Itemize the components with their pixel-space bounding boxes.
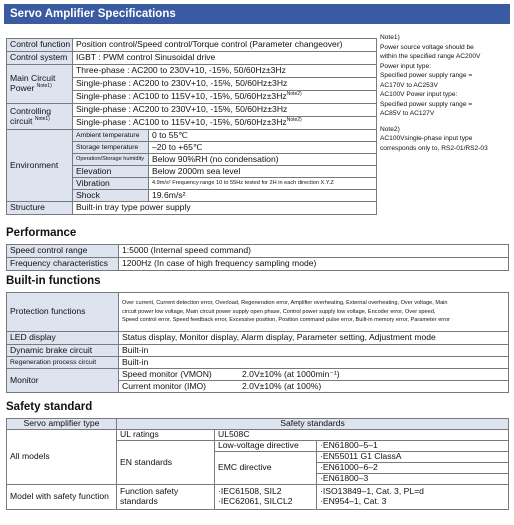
en-label: EN standards [117, 441, 215, 485]
monitor-spec: 2.0V±10% (at 100%) [242, 381, 322, 391]
note-line: AC100V Power input type: [380, 91, 458, 99]
env-value: 4.9m/s² Frequency range 10 to 55Hz tested for 2H in each direction X.Y.Z [149, 178, 377, 190]
ul-value: UL508C [215, 430, 509, 441]
structure-label: Structure [7, 202, 73, 215]
note-line: Specified power supply range = [380, 100, 473, 108]
environment-label: Environment [7, 130, 73, 202]
monitor-label: Monitor [7, 369, 119, 393]
speed-range-value: 1:5000 (Internal speed command) [119, 245, 509, 258]
env-value: 0 to 55℃ [149, 130, 377, 142]
main-circuit-row: Three-phase : AC200 to 230V+10, -15%, 50/60Hz±3Hz [73, 65, 377, 78]
emc-value: ·EN61800–3 [317, 474, 509, 485]
monitor-name: Speed monitor (VMON) [122, 369, 212, 379]
emc-label: EMC directive [215, 452, 317, 485]
controlling-row: Single-phase : AC200 to 230V+10, -15%, 50/60Hz±3Hz [73, 104, 377, 117]
func-iso-values: ·ISO13849–1, Cat. 3, PL=d ·EN954–1, Cat. 3 [317, 485, 509, 510]
lvd-value: ·EN61800–5–1 [317, 441, 509, 452]
spec-title-banner: Servo Amplifier Specifications [4, 4, 510, 24]
note-line: AC100Vsingle-phase input type [380, 135, 473, 143]
monitor-name: Current monitor (IMO) [122, 381, 207, 391]
led-label: LED display [7, 332, 119, 345]
ul-label: UL ratings [117, 430, 215, 441]
control-function-label: Control function [7, 39, 73, 52]
structure-value: Built-in tray type power supply [73, 202, 377, 215]
regen-label: Regeneration process circuit [7, 357, 119, 369]
note-line: within the specified range AC200V [380, 53, 481, 61]
note-line: Power input type: [380, 62, 431, 70]
env-label: Operation/Storage humidity [73, 154, 149, 166]
monitor-spec: 2.0V±10% (at 1000min⁻¹) [242, 369, 340, 379]
env-value: Below 2000m sea level [149, 166, 377, 178]
col-servo-type-header: Servo amplifier type [7, 419, 117, 430]
protection-value: Over current, Current detection error, Overload, Regeneration error, Amplifier overheating, External overheating, Over voltage, Main circuit power low voltage, Main circuit power supply open phase, Control power supply low voltage, Encoder error, Over speed, Speed control error, Speed feedback error, Excessive position, Position command pulse error, Built-in memory error, Parameter error [119, 293, 509, 332]
builtin-table [6, 292, 509, 393]
env-label: Shock [73, 190, 149, 202]
col-safety-standards-header: Safety standards [117, 419, 509, 430]
env-value: 19.6m/s² [149, 190, 377, 202]
emc-value: ·EN55011 G1 ClassA [317, 452, 509, 463]
func-safety-label: Function safety standards [117, 485, 215, 510]
control-system-label: Control system [7, 52, 73, 65]
freq-value: 1200Hz (In case of high frequency sampling mode) [119, 258, 509, 271]
note-line: Specified power supply range = [380, 72, 473, 80]
notes-block [380, 33, 510, 154]
note-line: Note1) [380, 34, 400, 41]
env-label: Ambient temperature [73, 130, 149, 142]
controlling-circuit-label: Controlling circuit $^{Note1)}$ [7, 104, 73, 130]
note-line: corresponds only to, RS2-01/RS2-03 [380, 145, 488, 153]
regen-value: Built-in [119, 357, 509, 369]
freq-label: Frequency characteristics [7, 258, 119, 271]
note-line: Note2) [380, 125, 400, 133]
note-line: Power source voltage should be [380, 43, 474, 51]
dynamic-brake-label: Dynamic brake circuit [7, 345, 119, 357]
env-label: Vibration [73, 178, 149, 190]
control-system-value: IGBT : PWM control Sinusoidal drive [73, 52, 377, 65]
safety-table [6, 418, 509, 510]
performance-table [6, 244, 509, 271]
main-circuit-row: Single-phase : AC200 to 230V+10, -15%, 50/60Hz±3Hz [73, 78, 377, 91]
speed-range-label: Speed control range [7, 245, 119, 258]
env-value: –20 to +65℃ [149, 142, 377, 154]
dynamic-brake-value: Built-in [119, 345, 509, 357]
performance-heading: Performance [6, 227, 77, 239]
monitor-value [119, 369, 509, 393]
env-label: Storage temperature [73, 142, 149, 154]
protection-label: Protection functions [7, 293, 119, 332]
main-circuit-row: Single-phase : AC100 to 115V+10, -15%, 50/60Hz±3Hz$^{Note2)}$ [73, 91, 377, 104]
env-label: Elevation [73, 166, 149, 178]
safety-heading: Safety standard [6, 401, 93, 413]
emc-value: ·EN61000–6–2 [317, 463, 509, 474]
all-models-label: All models [7, 430, 117, 485]
led-value: Status display, Monitor display, Alarm display, Parameter setting, Adjustment mode [119, 332, 509, 345]
spec-table [6, 38, 377, 215]
env-value: Below 90%RH (no condensation) [149, 154, 377, 166]
note-line: AC170V to AC253V [380, 81, 438, 89]
control-function-value: Position control/Speed control/Torque control (Parameter changeover) [73, 39, 377, 52]
note-line: AC85V to AC127V [380, 110, 435, 118]
controlling-row: Single-phase : AC100 to 115V+10, -15%, 50/60Hz±3Hz$^{Note2)}$ [73, 117, 377, 130]
func-iec-values: ·IEC61508, SIL2 ·IEC62061, SILCL2 [215, 485, 317, 510]
builtin-heading: Built-in functions [6, 275, 101, 287]
model-safety-label: Model with safety function [7, 485, 117, 510]
lvd-label: Low-voltage directive [215, 441, 317, 452]
main-circuit-label: Main Circuit Power $^{Note1)}$ [7, 65, 73, 104]
